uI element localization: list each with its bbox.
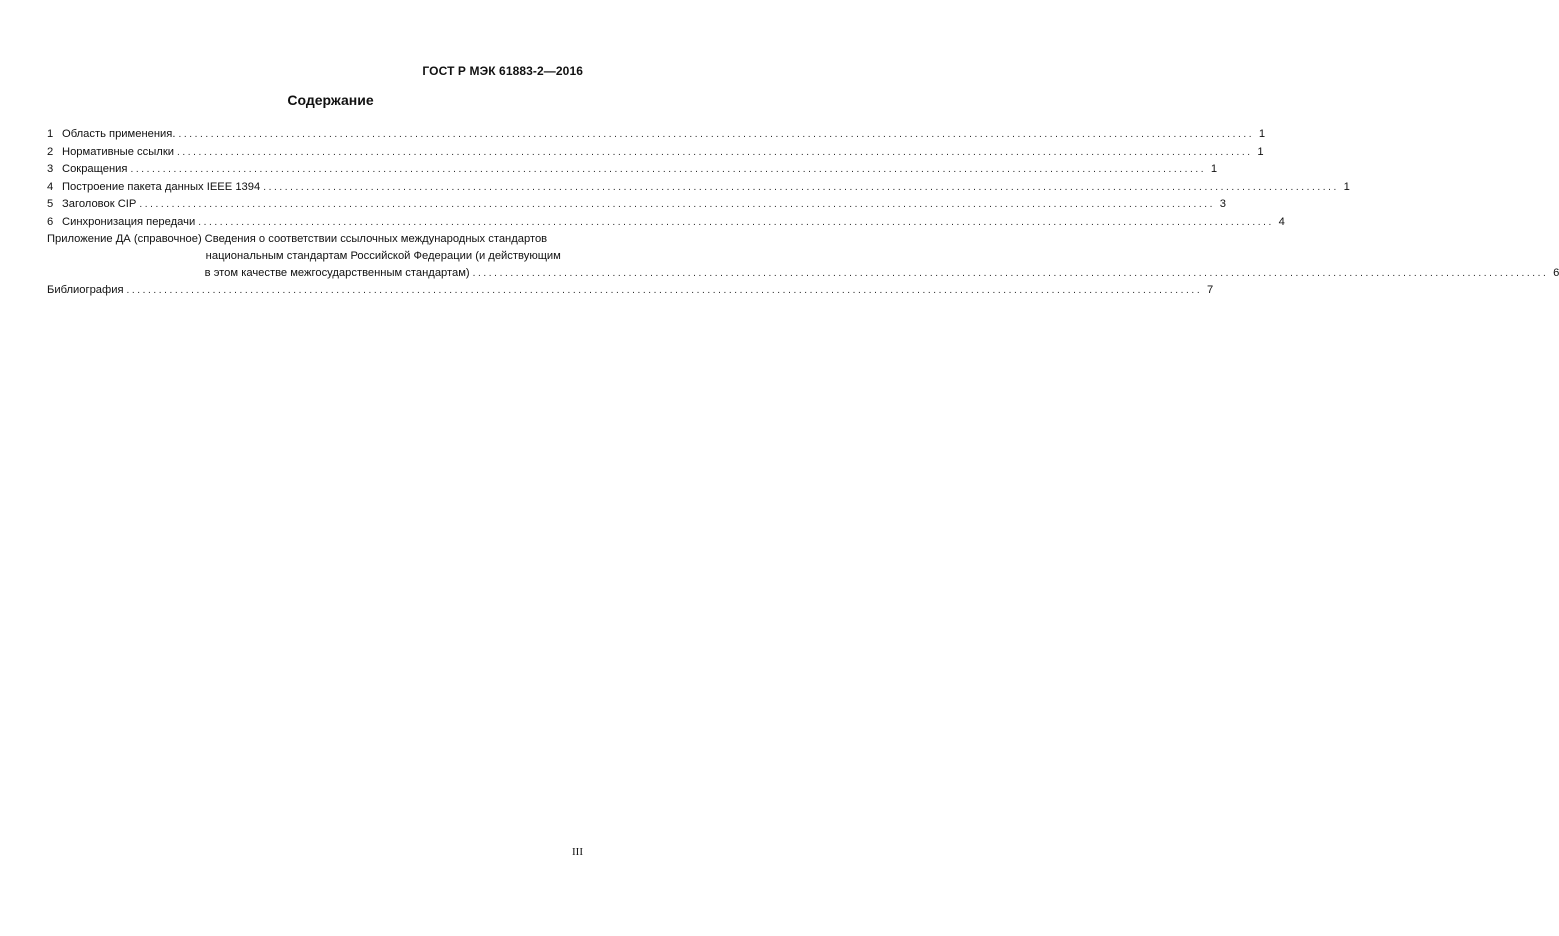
appendix-title-last-line [204, 265, 1559, 282]
dot-leader: ........................................................................................................................................................................................................ [178, 129, 1255, 140]
dot-leader: ........................................................................................................................................................................................................ [139, 199, 1216, 210]
toc-item-number: 5 [47, 198, 54, 210]
toc-item-number: 3 [47, 163, 54, 175]
toc-item-page: 1 [1343, 180, 1350, 193]
dot-leader: ........................................................................................................................................................................................................ [130, 164, 1207, 175]
appendix-prefix: Приложение ДА (справочное) [47, 233, 202, 245]
toc-item[interactable] [47, 196, 1227, 214]
toc-item[interactable] [47, 214, 1285, 232]
toc-item-page: 1 [1210, 163, 1218, 175]
toc-appendix-item[interactable] [47, 231, 1559, 282]
toc-item[interactable] [47, 179, 1350, 197]
toc-item-label: Библиография [47, 284, 124, 296]
toc-item-page: 4 [1278, 215, 1285, 228]
appendix-title-line: Сведения о соответствии ссылочных международных стандартов [204, 233, 548, 245]
dot-leader: ........................................................................................................................................................................................................ [126, 285, 1203, 296]
toc-item-number: 1 [47, 128, 54, 140]
toc-item-label: Область применения. [62, 128, 176, 140]
page-number: III [572, 846, 583, 858]
toc-item-label: Нормативные ссылки [62, 145, 174, 158]
dot-leader: ........................................................................................................................................................................................................ [263, 181, 1339, 193]
toc-title: Содержание [287, 92, 374, 108]
toc-item-number: 2 [47, 145, 54, 158]
appendix-title [202, 231, 1559, 282]
toc-item-label: Синхронизация передачи [62, 215, 196, 228]
toc-item[interactable] [47, 161, 1218, 179]
dot-leader: ........................................................................................................................................................................................................ [472, 268, 1549, 279]
toc-item[interactable] [47, 144, 1264, 162]
toc-item-page: 6 [1553, 267, 1559, 279]
appendix-title-line: национальным стандартам Российской Федерации (и действующим [205, 250, 561, 262]
toc-item-page: 1 [1258, 128, 1266, 140]
toc-item-label: Построение пакета данных IEEE 1394 [62, 180, 261, 193]
toc-item-page: 3 [1219, 198, 1227, 210]
toc-bibliography-item[interactable] [47, 282, 1214, 300]
appendix-title-line: в этом качестве межгосударственным стандартам) [204, 267, 470, 279]
toc-item[interactable] [47, 126, 1266, 144]
dot-leader: ........................................................................................................................................................................................................ [176, 146, 1253, 158]
table-of-contents [47, 126, 1559, 300]
toc-item-page: 7 [1206, 284, 1214, 296]
toc-item-page: 1 [1257, 145, 1264, 158]
toc-item-number: 4 [47, 180, 54, 193]
toc-item-number: 6 [47, 215, 54, 228]
toc-item-label: Заголовок CIP [62, 198, 137, 210]
dot-leader: ........................................................................................................................................................................................................ [198, 216, 1274, 228]
toc-item-label: Сокращения [62, 163, 128, 175]
document-code: ГОСТ Р МЭК 61883-2—2016 [422, 64, 583, 78]
